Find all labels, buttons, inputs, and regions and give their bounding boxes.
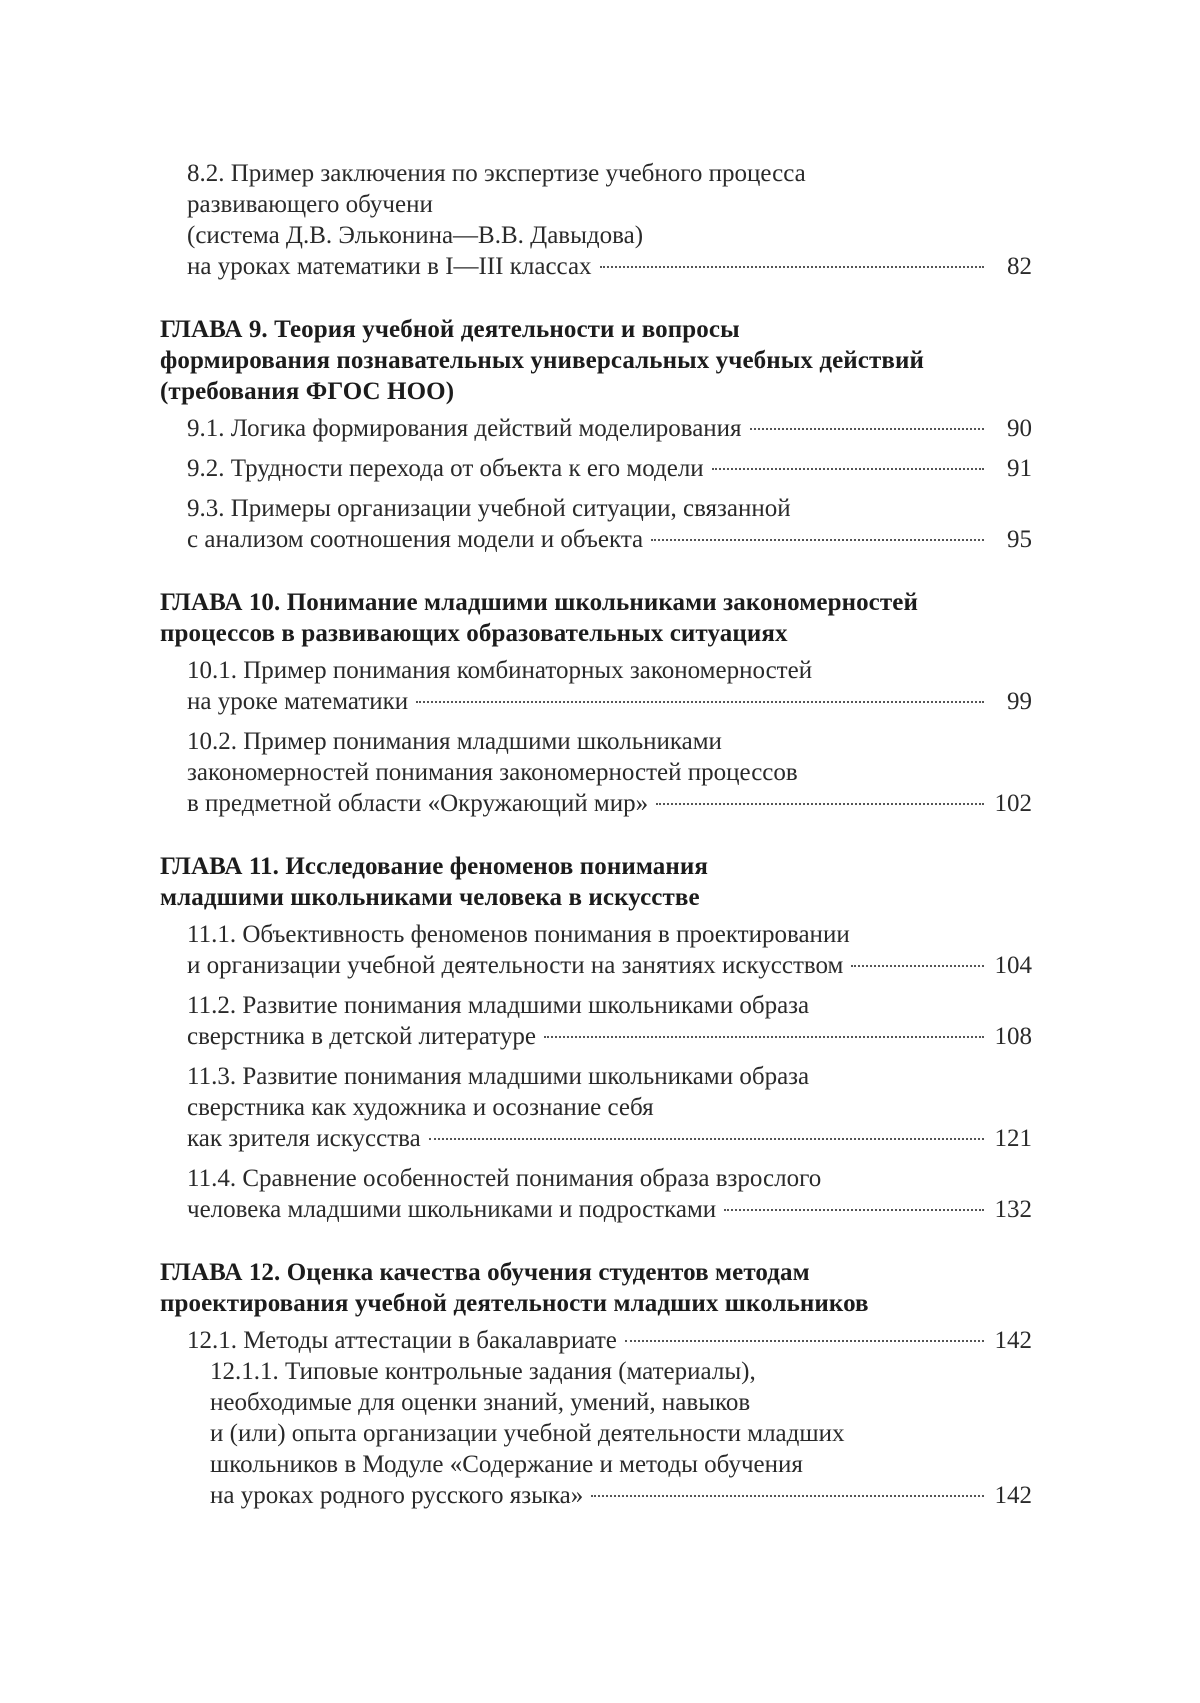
dot-leader [651, 539, 984, 541]
dot-leader [724, 1209, 984, 1211]
dot-leader [591, 1495, 984, 1497]
chapter-11 [160, 851, 1032, 1225]
dot-leader [712, 468, 984, 470]
toc-entry[interactable] [187, 158, 1032, 282]
toc-entry-line: 9.3. Примеры организации учебной ситуации, связанной [187, 495, 791, 522]
dot-leader [851, 965, 984, 967]
toc-entry[interactable] [187, 726, 1032, 819]
toc-entry-line: школьников в Модуле «Содержание и методы обучения [210, 1451, 803, 1478]
toc-entry[interactable] [187, 1325, 1032, 1356]
toc-entry-line: на уроках родного русского языка» [210, 1482, 584, 1509]
dot-leader [750, 428, 984, 430]
dot-leader [429, 1138, 984, 1140]
page-number: 121 [994, 1125, 1032, 1152]
dot-leader [625, 1340, 984, 1342]
chapter-title[interactable] [160, 851, 1032, 913]
toc-entry-line: 11.1. Объективность феноменов понимания в проектировании [187, 921, 850, 948]
toc-entry[interactable] [187, 413, 1032, 444]
toc-entry-line: необходимые для оценки знаний, умений, навыков [210, 1389, 751, 1416]
toc-entry-line: 9.2. Трудности перехода от объекта к его модели [187, 455, 704, 482]
toc-entry-line: (система Д.В. Эльконина—В.В. Давыдова) [187, 222, 644, 249]
chapter-9 [160, 314, 1032, 555]
toc-entry-line: с анализом соотношения модели и объекта [187, 526, 644, 553]
page-number: 142 [994, 1327, 1032, 1354]
toc-entry-line: 11.3. Развитие понимания младшими школьниками образа [187, 1063, 810, 1090]
chapter-title[interactable] [160, 314, 1032, 407]
toc-entry-line: 12.1. Методы аттестации в бакалавриате [187, 1327, 617, 1354]
page-number: 95 [1007, 526, 1032, 553]
chapter-title-line: младшими школьниками человека в искусстве [160, 884, 700, 911]
page-number: 99 [1007, 688, 1032, 715]
chapter-12 [160, 1257, 1032, 1511]
toc-entry-line: 11.2. Развитие понимания младшими школьниками образа [187, 992, 810, 1019]
toc-entry-line: и (или) опыта организации учебной деятельности младших [210, 1420, 845, 1447]
dot-leader [600, 266, 984, 268]
chapter-title-line: ГЛАВА 11. Исследование феноменов понимания [160, 853, 709, 880]
page-number: 132 [994, 1196, 1032, 1223]
page-number: 142 [994, 1482, 1032, 1509]
toc-entry-line: 10.1. Пример понимания комбинаторных закономерностей [187, 657, 813, 684]
page-number: 82 [1007, 253, 1032, 280]
toc-section-continuation [160, 158, 1032, 282]
toc-entry-line: на уроке математики [187, 688, 409, 715]
chapter-title-line: ГЛАВА 9. Теория учебной деятельности и вопросы [160, 316, 740, 343]
dot-leader [544, 1036, 984, 1038]
toc-entry-line: 10.2. Пример понимания младшими школьниками [187, 728, 722, 755]
toc-entry[interactable] [187, 493, 1032, 555]
toc-entry-line: 8.2. Пример заключения по экспертизе учебного процесса [187, 160, 806, 187]
toc-entry-line: 12.1.1. Типовые контрольные задания (материалы), [210, 1358, 756, 1385]
chapter-title-line: формирования познавательных универсальных учебных действий [160, 347, 924, 374]
toc-entry-line: 11.4. Сравнение особенностей понимания образа взрослого [187, 1165, 822, 1192]
page-number: 90 [1007, 415, 1032, 442]
page-number: 108 [994, 1023, 1032, 1050]
page-number: 102 [994, 790, 1032, 817]
page-number: 91 [1007, 455, 1032, 482]
toc-entry-line: 9.1. Логика формирования действий моделирования [187, 415, 742, 442]
toc-entry[interactable] [187, 919, 1032, 981]
chapter-title-line: проектирования учебной деятельности младших школьников [160, 1290, 869, 1317]
toc-subentry[interactable] [210, 1356, 1032, 1511]
chapter-title[interactable] [160, 587, 1032, 649]
toc-entry-line: закономерностей понимания закономерностей процессов [187, 759, 798, 786]
dot-leader [416, 701, 984, 703]
toc-entry[interactable] [187, 1163, 1032, 1225]
chapter-title[interactable] [160, 1257, 1032, 1319]
toc-entry[interactable] [187, 453, 1032, 484]
dot-leader [656, 803, 984, 805]
toc-entry[interactable] [187, 1061, 1032, 1154]
toc-entry-line: на уроках математики в I—III классах [187, 253, 592, 280]
toc-entry[interactable] [187, 655, 1032, 717]
toc-entry-line: сверстника в детской литературе [187, 1023, 536, 1050]
toc-entry-line: человека младшими школьниками и подростками [187, 1196, 717, 1223]
toc-entry-line: и организации учебной деятельности на занятиях искусством [187, 952, 844, 979]
toc-entry-line: как зрителя искусства [187, 1125, 421, 1152]
toc-entry-line: в предметной области «Окружающий мир» [187, 790, 649, 817]
page-number: 104 [994, 952, 1032, 979]
toc-entry-line: сверстника как художника и осознание себя [187, 1094, 654, 1121]
chapter-10 [160, 587, 1032, 819]
toc-entry-line: развивающего обучени [187, 191, 433, 218]
chapter-title-line: ГЛАВА 12. Оценка качества обучения студентов методам [160, 1259, 810, 1286]
chapter-title-line: ГЛАВА 10. Понимание младшими школьниками закономерностей [160, 589, 918, 616]
toc-entry[interactable] [187, 990, 1032, 1052]
table-of-contents [160, 158, 1032, 1543]
chapter-title-line: процессов в развивающих образовательных ситуациях [160, 620, 788, 647]
chapter-title-line: (требования ФГОС НОО) [160, 378, 455, 405]
